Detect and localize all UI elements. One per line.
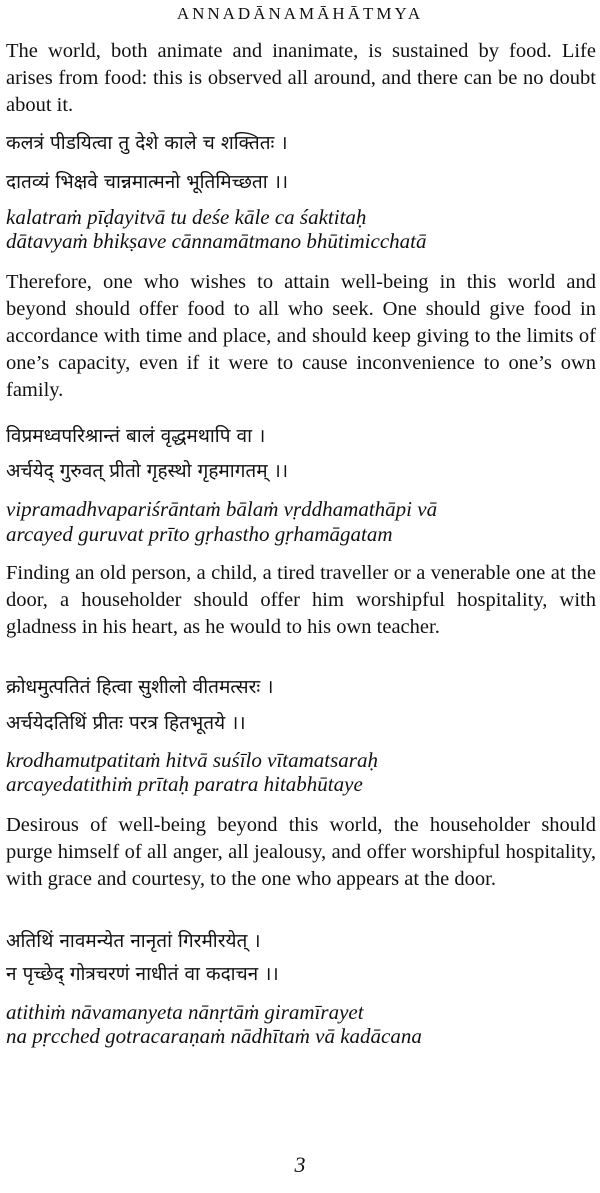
verse-2-devanagari-line-2: अर्चयेद् गुरुवत् प्रीतो गृहस्थो गृहमागतम् ।। [6,460,289,482]
page-number: 3 [294,1152,306,1177]
verse-2-transliteration-line-2: arcayed guruvat prīto gṛhastho gṛhamāgatam [6,522,393,546]
verse-4-devanagari-line-2: न पृच्छेद् गोत्रचरणं नाधीतं वा कदाचन ।। [6,963,279,985]
paragraph-2: Therefore, one who wishes to attain well-being in this world and beyond should offer food to all who seek. One should give food in accordance with time and place, and should keep giving to the limits of one’s capacity, even if it were to cause inconvenience to one’s own family. [6,271,596,401]
verse-1-transliteration-line-2: dātavyaṁ bhikṣave cānnamātmano bhūtimicchatā [6,229,427,253]
verse-1-transliteration-line-1: kalatraṁ pīḍayitvā tu deśe kāle ca śaktitaḥ [6,205,367,229]
paragraph-3: Finding an old person, a child, a tired traveller or a venerable one at the door, a householder should offer him worshipful hospitality, with gladness in his heart, as he would to his own teacher. [6,562,596,638]
verse-3-devanagari-line-1: क्रोधमुत्पतितं हित्वा सुशीलो वीतमत्सरः । [6,676,274,698]
verse-4-transliteration-line-2: na pṛcched gotracaraṇaṁ nādhītaṁ vā kadācana [6,1024,422,1048]
verse-4-devanagari-line-1: अतिथिं नावमन्येत नानृतां गिरमीरयेत् । [6,930,261,952]
verse-1-devanagari-line-2: दातव्यं भिक्षवे चान्नमात्मनो भूतिमिच्छता ।। [6,171,289,193]
verse-3-devanagari-line-2: अर्चयेदतिथिं प्रीतः परत्र हितभूतये ।। [6,712,246,734]
verse-3-transliteration-line-1: krodhamutpatitaṁ hitvā suśīlo vītamatsaraḥ [6,748,378,772]
verse-4-transliteration-line-1: atithiṁ nāvamanyeta nānṛtāṁ giramīrayet [6,1000,364,1024]
paragraph-4: Desirous of well-being beyond this world, the householder should purge himself of all anger, all jealousy, and offer worshipful hospitality, with grace and courtesy, to the one who appears at the door. [6,814,596,890]
verse-2-devanagari-line-1: विप्रमध्वपरिश्रान्तं बालं वृद्धमथापि वा । [6,425,266,447]
verse-1-devanagari-line-1: कलत्रं पीडयित्वा तु देशे काले च शक्तितः । [6,132,288,154]
verse-3-transliteration-line-2: arcayedatithiṁ prītaḥ paratra hitabhūtaye [6,772,363,796]
paragraph-1: The world, both animate and inanimate, is sustained by food. Life arises from food: this is observed all around, and there can be no doubt about it. [6,40,596,116]
verse-2-transliteration-line-1: vipramadhvapariśrāntaṁ bālaṁ vṛddhamathāpi vā [6,497,438,521]
running-head: ANNADĀNAMĀHĀTMYA [176,4,424,23]
